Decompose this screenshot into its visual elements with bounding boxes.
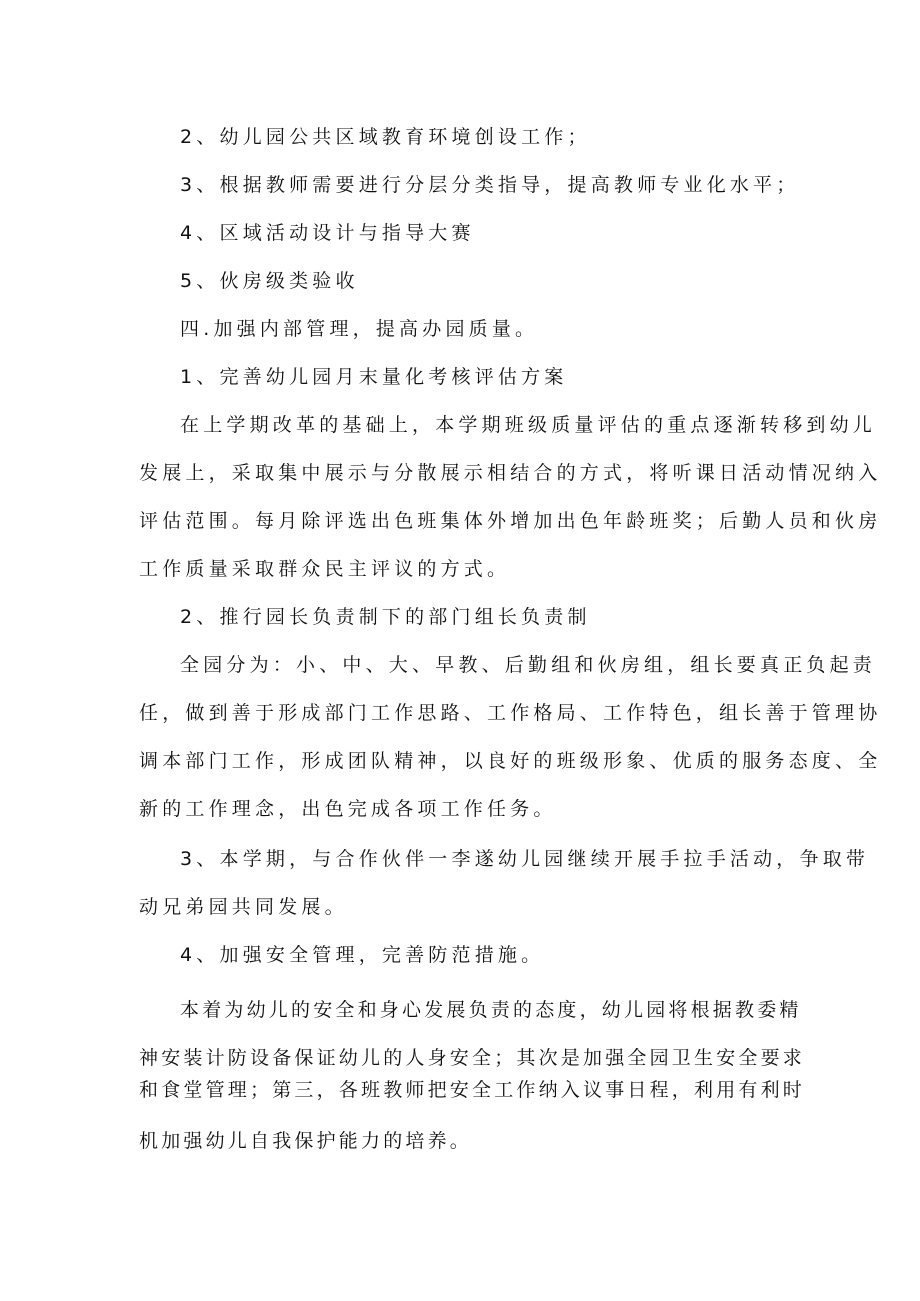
paragraph-line: 调本部门工作，形成团队精神，以良好的班级形象、优质的服务态度、全 — [139, 750, 882, 772]
subheading-1: 1、完善幼儿园月末量化考核评估方案 — [180, 366, 568, 388]
paragraph-line: 神安装计防设备保证幼儿的人身安全；其次是加强全园卫生安全要求 — [139, 1047, 806, 1069]
paragraph-line: 新的工作理念，出色完成各项工作任务。 — [139, 798, 557, 820]
paragraph-line: 在上学期改革的基础上，本学期班级质量评估的重点逐渐转移到幼儿 — [180, 414, 877, 436]
subheading-4: 4、加强安全管理，完善防范措施。 — [180, 944, 545, 966]
list-item-2: 2、幼儿园公共区域教育环境创设工作； — [180, 126, 591, 148]
paragraph-line: 评估范围。每月除评选出色班集体外增加出色年龄班奖；后勤人员和伙房 — [139, 510, 882, 532]
list-item-5: 5、伙房级类验收 — [180, 270, 359, 292]
list-item-3: 3、根据教师需要进行分层分类指导，提高教师专业化水平； — [180, 174, 800, 196]
subheading-2: 2、推行园长负责制下的部门组长负责制 — [180, 606, 591, 628]
paragraph-line: 和食堂管理；第三，各班教师把安全工作纳入议事日程，利用有利时 — [139, 1079, 806, 1101]
paragraph-line: 本着为幼儿的安全和身心发展负责的态度，幼儿园将根据教委精 — [180, 999, 802, 1021]
paragraph-line: 工作质量采取群众民主评议的方式。 — [139, 558, 511, 580]
subheading-3: 3、本学期，与合作伙伴一李遂幼儿园继续开展手拉手活动，争取带 — [180, 848, 870, 870]
paragraph-line: 机加强幼儿自我保护能力的培养。 — [139, 1130, 473, 1152]
paragraph-line: 发展上，采取集中展示与分散展示相结合的方式，将听课日活动情况纳入 — [139, 462, 882, 484]
paragraph-line: 动兄弟园共同发展。 — [139, 896, 348, 918]
section-heading-4: 四.加强内部管理，提高办园质量。 — [180, 318, 539, 340]
paragraph-line: 任，做到善于形成部门工作思路、工作格局、工作特色，组长善于管理协 — [139, 702, 882, 724]
paragraph-line: 全园分为：小、中、大、早教、后勤组和伙房组，组长要真正负起责 — [180, 654, 877, 676]
list-item-4: 4、区域活动设计与指导大赛 — [180, 222, 475, 244]
